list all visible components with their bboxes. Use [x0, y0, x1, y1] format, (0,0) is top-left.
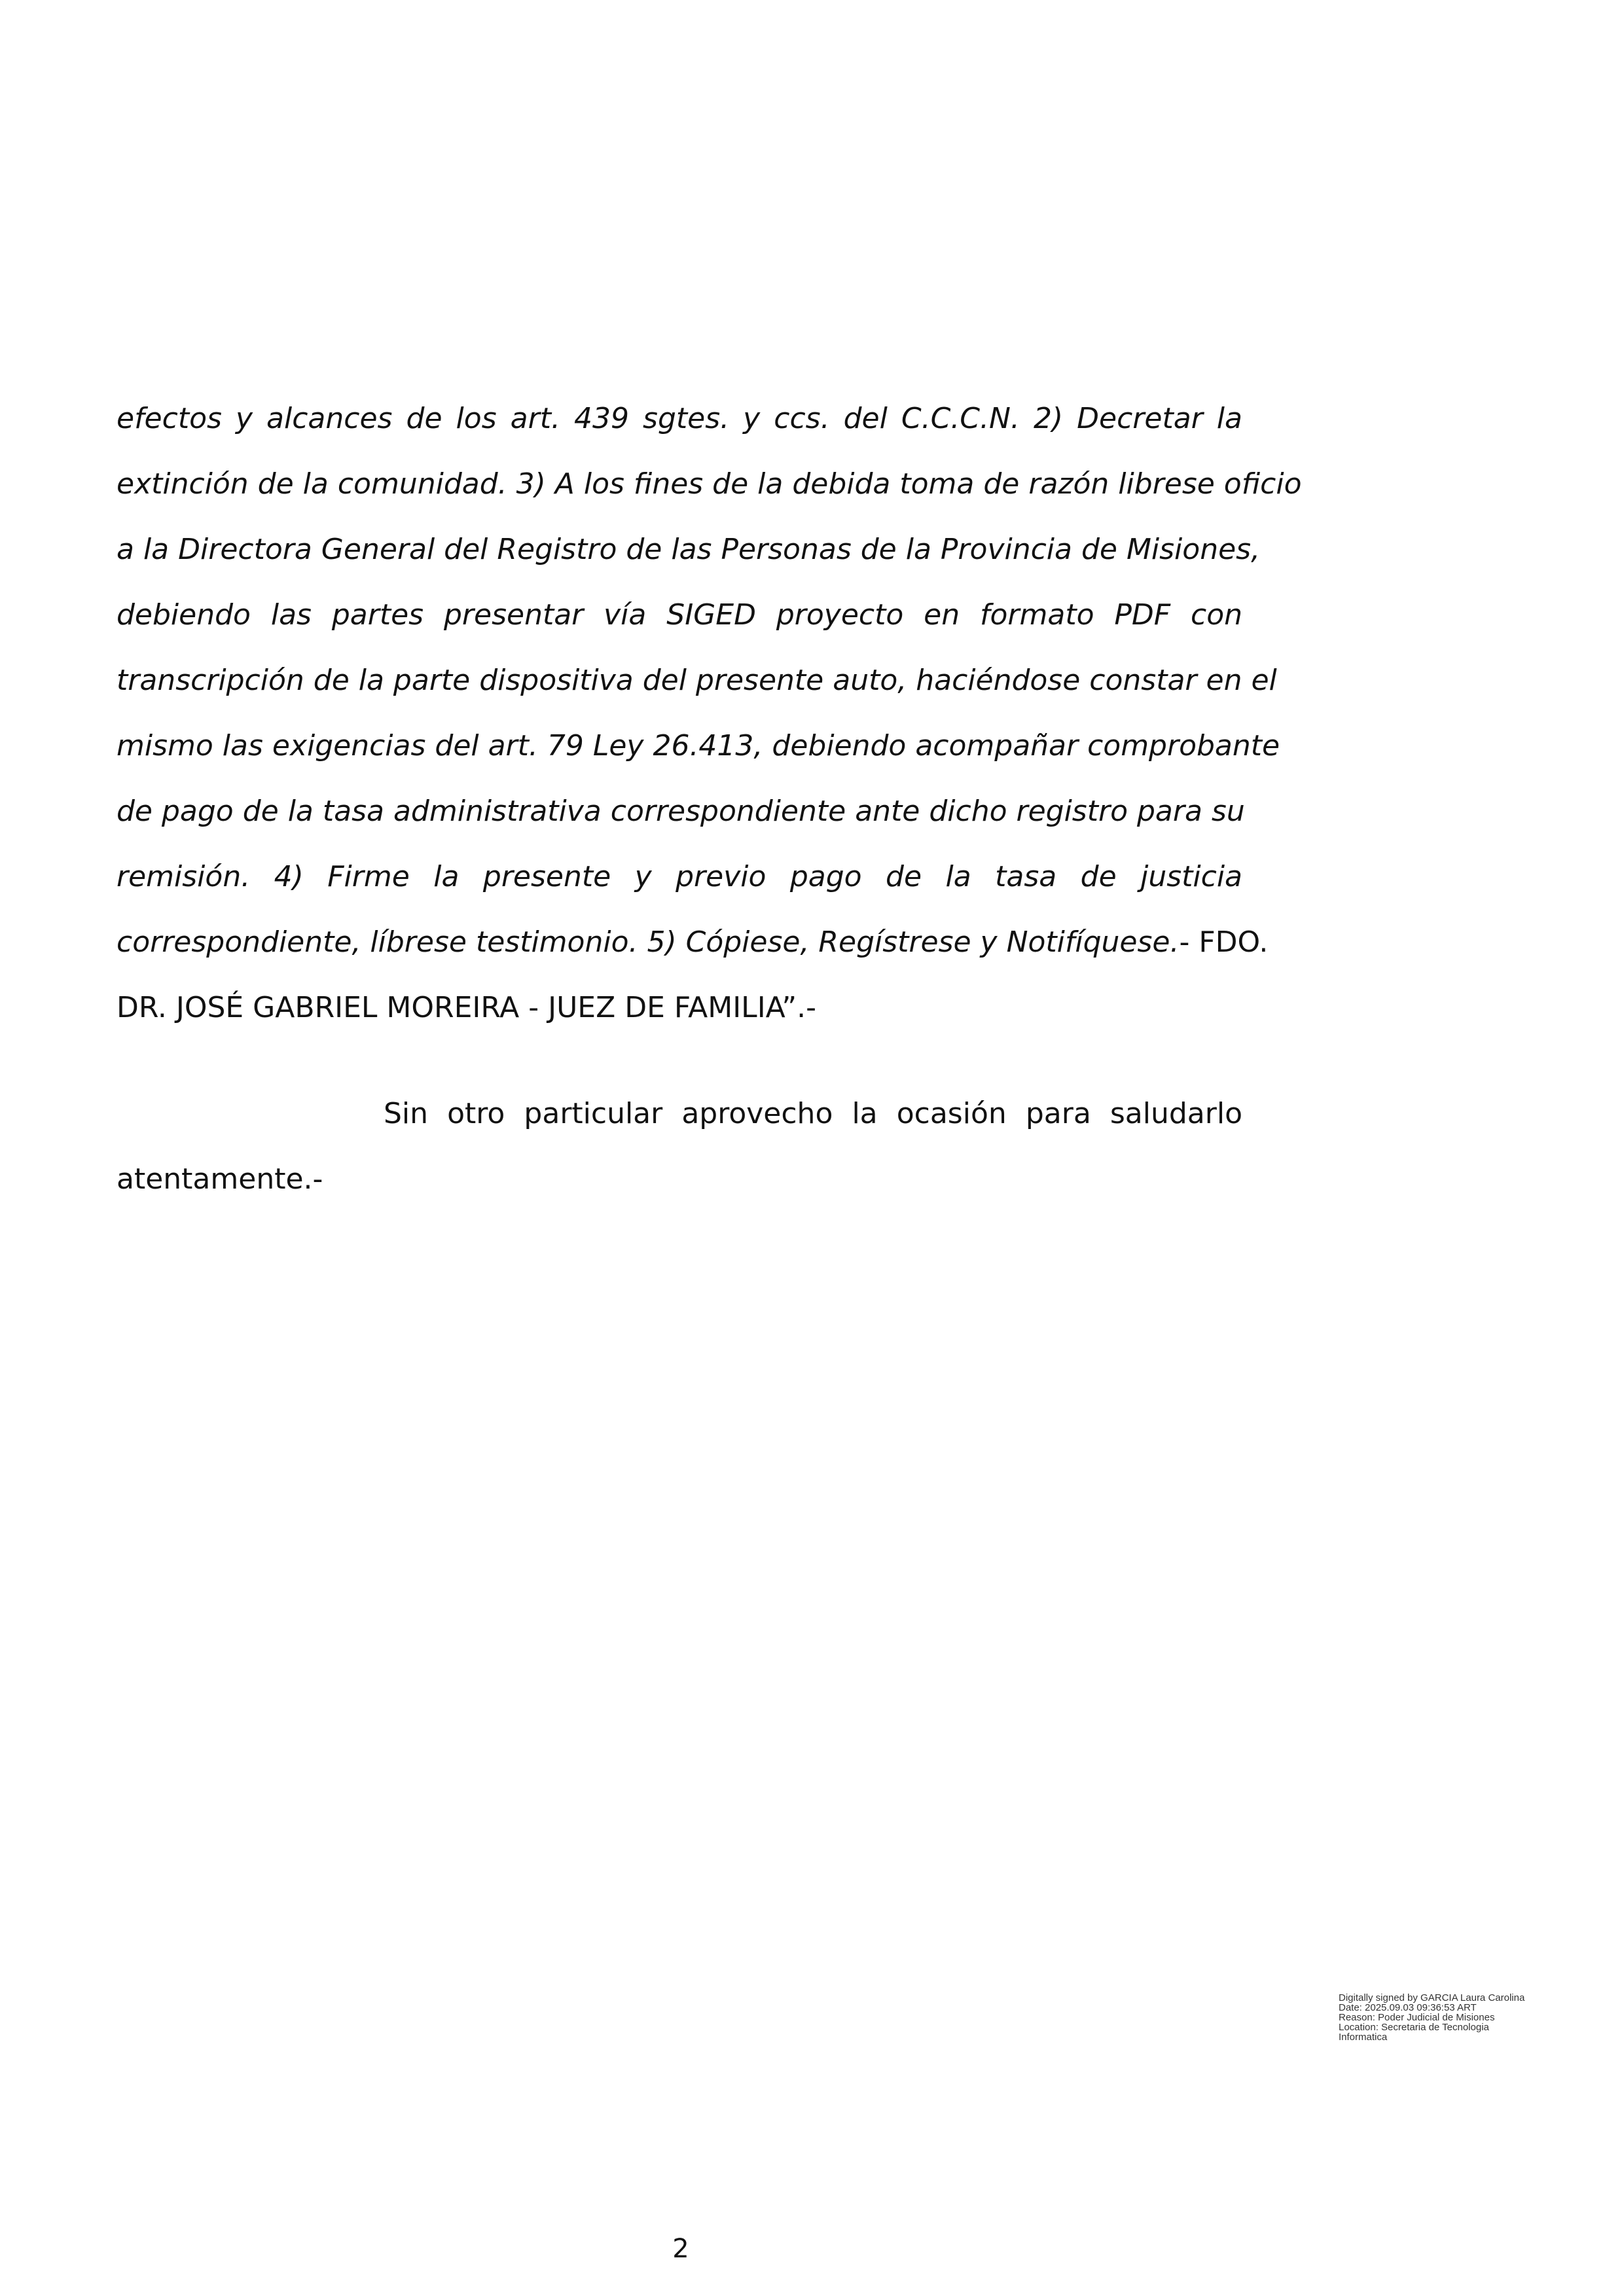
judge-name: DR. JOSÉ GABRIEL MOREIRA - JUEZ DE FAMILIA”.- [117, 991, 816, 1024]
body-line [117, 779, 1245, 844]
body-line-text: de pago de la tasa administrativa correspondiente ante dicho registro para su [117, 795, 1245, 828]
signature-line: Date: 2025.09.03 09:36:53 ART [1339, 2002, 1477, 2013]
body-line-text: a la Directora General del Registro de las Personas de la Provincia de Misiones, [117, 533, 1261, 566]
body-line-text: transcripción de la parte dispositiva del presente auto, haciéndose constar en el [117, 664, 1277, 697]
body-line [117, 386, 1242, 452]
body-line [117, 517, 1261, 583]
body-line-text: remisión. 4) Firme la presente y previo pago de la tasa de justicia [117, 860, 1242, 893]
body-line-text: efectos y alcances de los art. 439 sgtes. y ccs. del C.C.C.N. 2) Decretar la [117, 402, 1242, 435]
body-line-text: extinción de la comunidad. 3) A los fines de la debida toma de razón librese oficio [117, 467, 1302, 501]
body-line [117, 648, 1277, 713]
signature-line: Reason: Poder Judicial de Misiones [1339, 2012, 1495, 2023]
closing-line-2: atentamente.- [117, 1162, 323, 1196]
body-line [117, 713, 1280, 779]
body-line [117, 583, 1242, 648]
body-line-text: mismo las exigencias del art. 79 Ley 26.413, debiendo acompañar comprobante [117, 729, 1280, 762]
body-line [117, 452, 1302, 517]
resolution-transcript [117, 386, 1302, 1041]
body-line-text: correspondiente, líbrese testimonio. 5) Cópiese, Regístrese y Notifíquese. [117, 925, 1180, 959]
closing-paragraph [117, 1081, 1242, 1212]
closing-line-1: Sin otro particular aprovecho la ocasión para saludarlo [384, 1097, 1242, 1130]
body-line-text: debiendo las partes presentar vía SIGED proyecto en formato PDF con [117, 598, 1242, 632]
page-number: 2 [672, 2234, 689, 2264]
body-line [117, 910, 1269, 975]
judge-signature-line [117, 975, 1242, 1041]
signature-line: Location: Secretaria de Tecnologia [1339, 2022, 1489, 2033]
body-line [117, 844, 1242, 910]
signature-line: Informatica [1339, 2032, 1388, 2043]
signature-line: Digitally signed by GARCIA Laura Carolina [1339, 1992, 1525, 2003]
signature-marker: - FDO. [1179, 925, 1269, 959]
digital-signature-stamp [1339, 1993, 1587, 2042]
